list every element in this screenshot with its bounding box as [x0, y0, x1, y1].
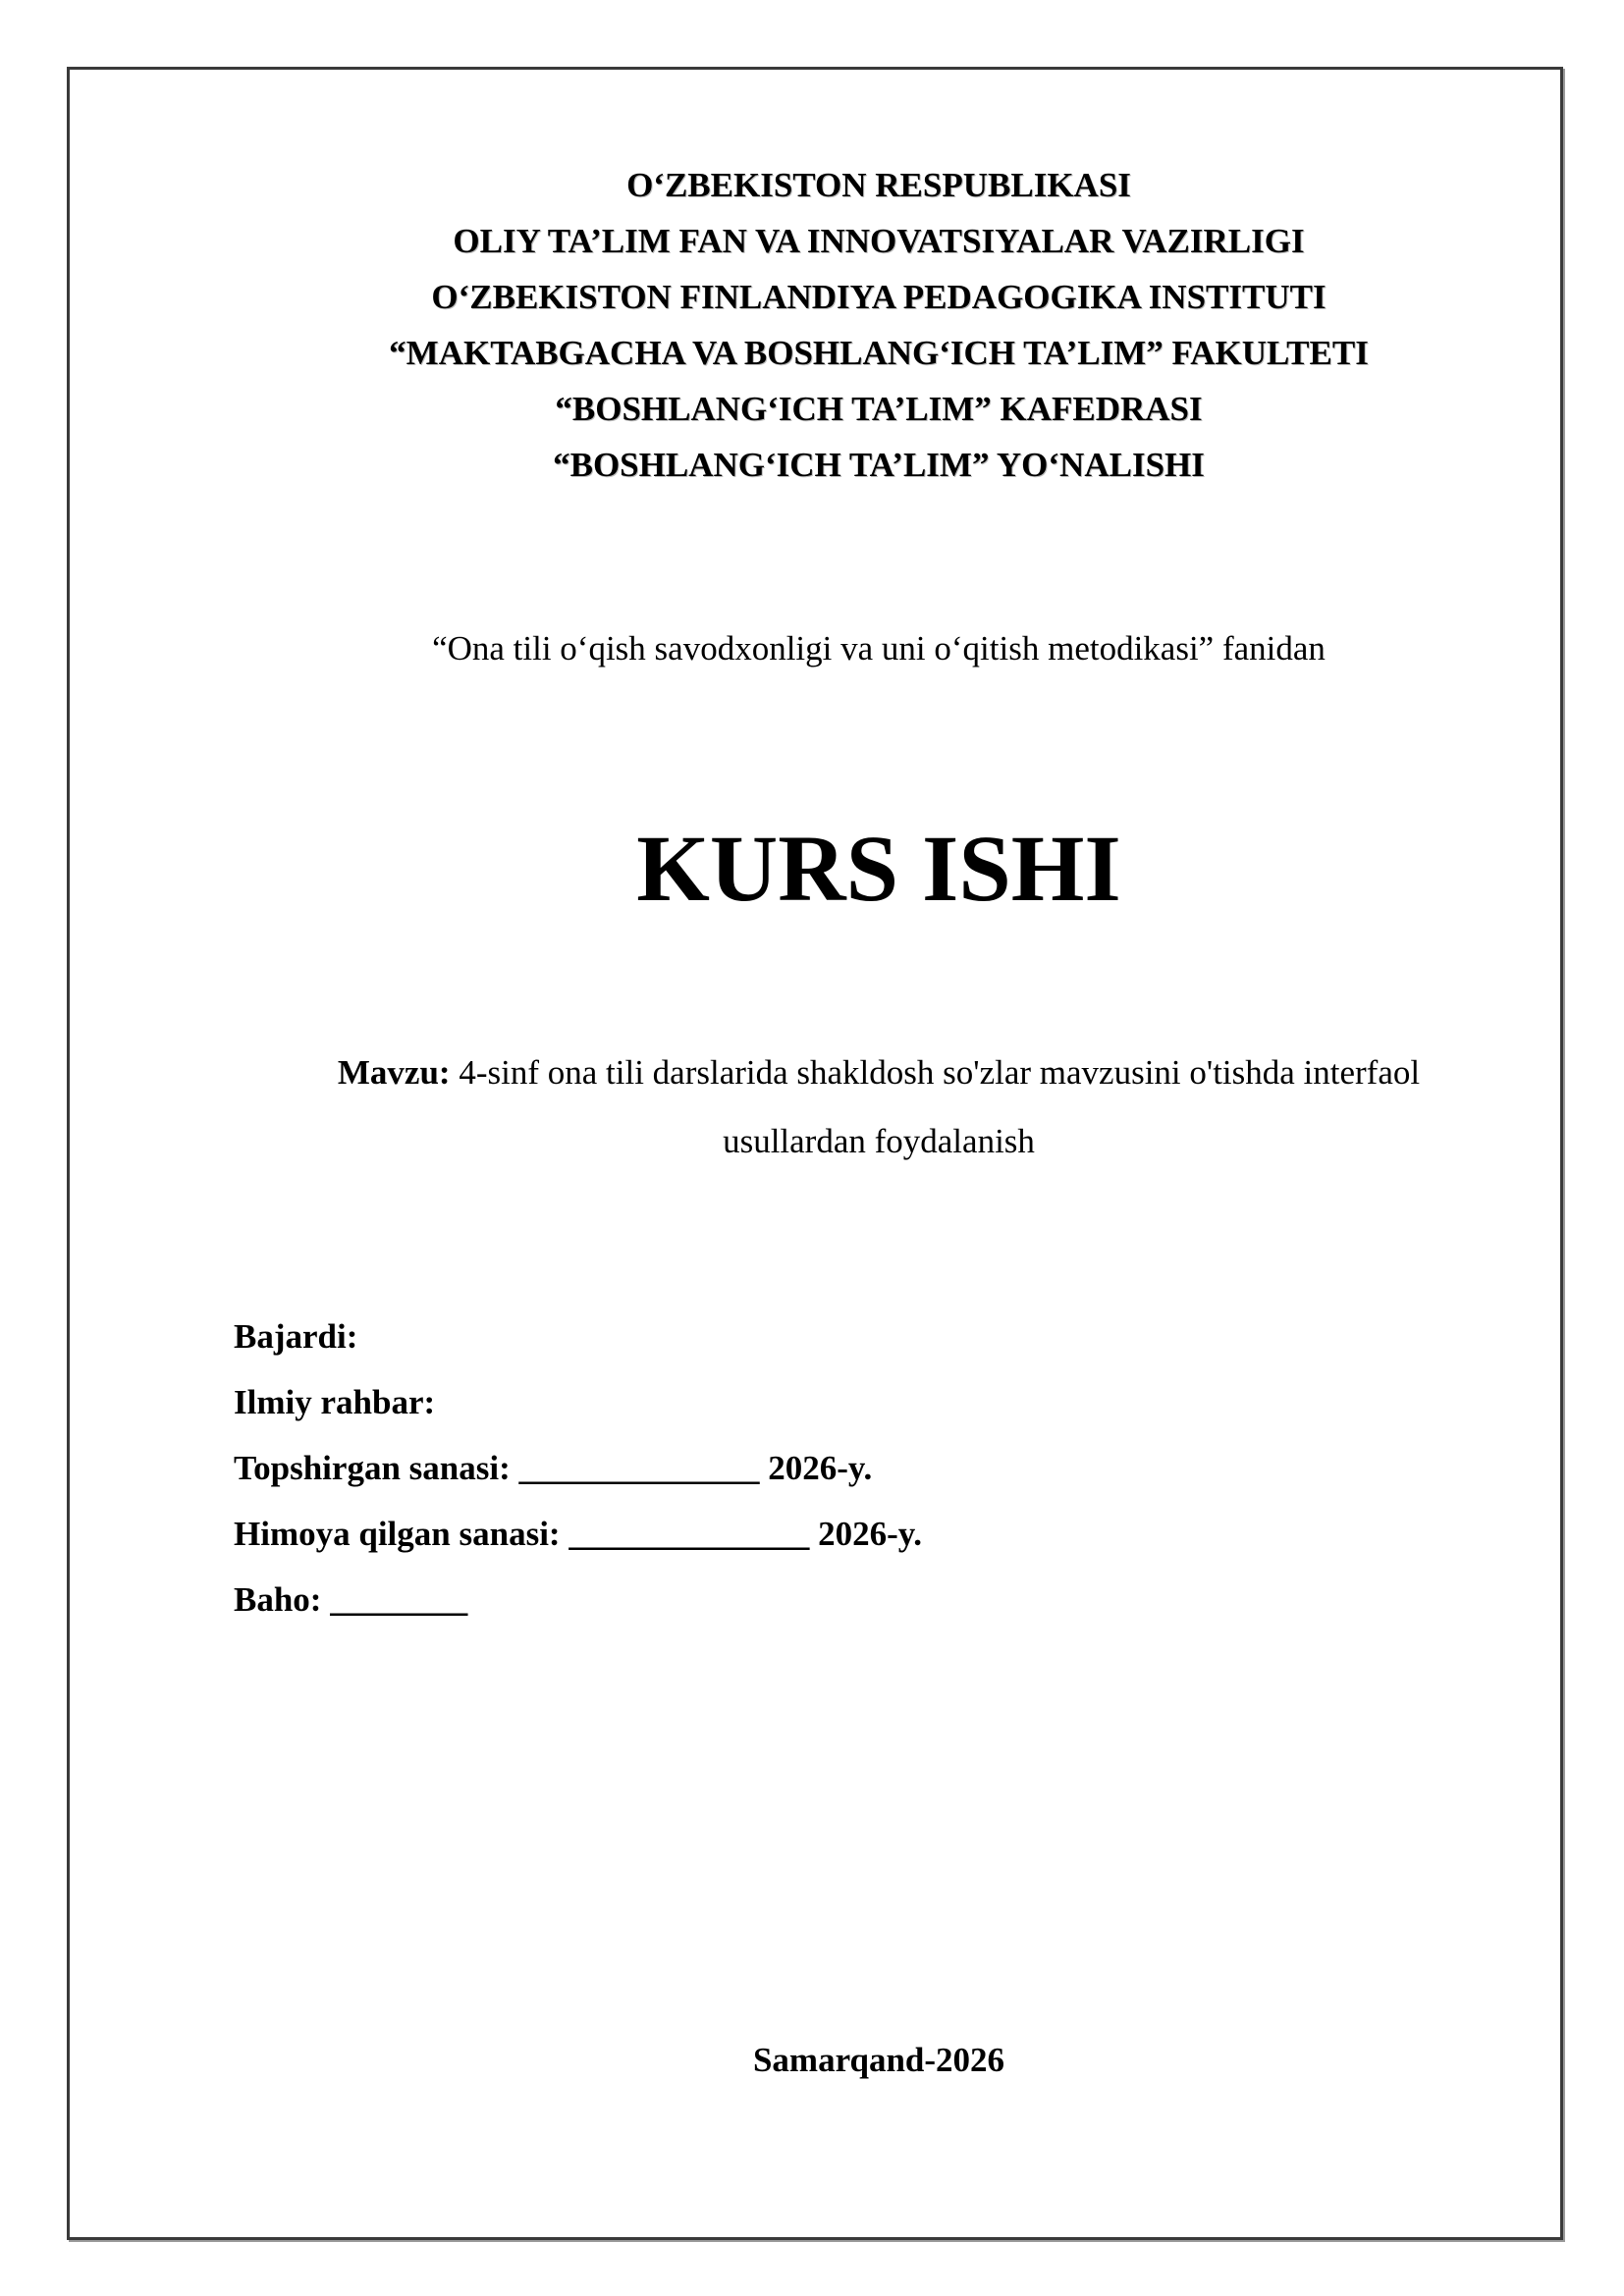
header-line-ministry: OLIY TA’LIM FAN VA INNOVATSIYALAR VAZIRLIGI [453, 222, 1305, 260]
header-line-institute: O‘ZBEKISTON FINLANDIYA PEDAGOGIKA INSTITUTI [431, 278, 1326, 316]
supervisor-line: Ilmiy rahbar: [234, 1383, 436, 1421]
header-line-faculty: “MAKTABGACHA VA BOSHLANG‘ICH TA’LIM” FAKULTETI [389, 334, 1369, 372]
topic-text: 4-sinf ona tili darslarida shakldosh so'zlar mavzusini o'tishda interfaol usullardan foydalanish [450, 1053, 1421, 1160]
header-line-country: O‘ZBEKISTON RESPUBLIKASI [626, 166, 1131, 204]
city-year-footer: Samarqand-2026 [752, 2041, 1005, 2079]
topic-label: Mavzu: [337, 1053, 451, 1092]
header-line-department: “BOSHLANG‘ICH TA’LIM” KAFEDRASI [555, 390, 1203, 428]
topic-block [265, 1039, 1492, 1176]
defended-date-line: Himoya qilgan sanasi: ______________ 2026-y. [234, 1515, 923, 1553]
grade-line: Baho: ________ [234, 1580, 468, 1619]
subject-line: “Ona tili o‘qish savodxonligi va uni o‘qitish metodikasi” fanidan [432, 629, 1326, 667]
info-block [234, 1304, 1216, 1632]
performed-by-line: Bajardi: [234, 1317, 358, 1356]
submitted-date-line: Topshirgan sanasi: ______________ 2026-y. [234, 1449, 873, 1487]
document-title: KURS ISHI [636, 816, 1121, 921]
header-line-direction: “BOSHLANG‘ICH TA’LIM” YO‘NALISHI [553, 446, 1205, 484]
institution-header [0, 157, 1624, 493]
